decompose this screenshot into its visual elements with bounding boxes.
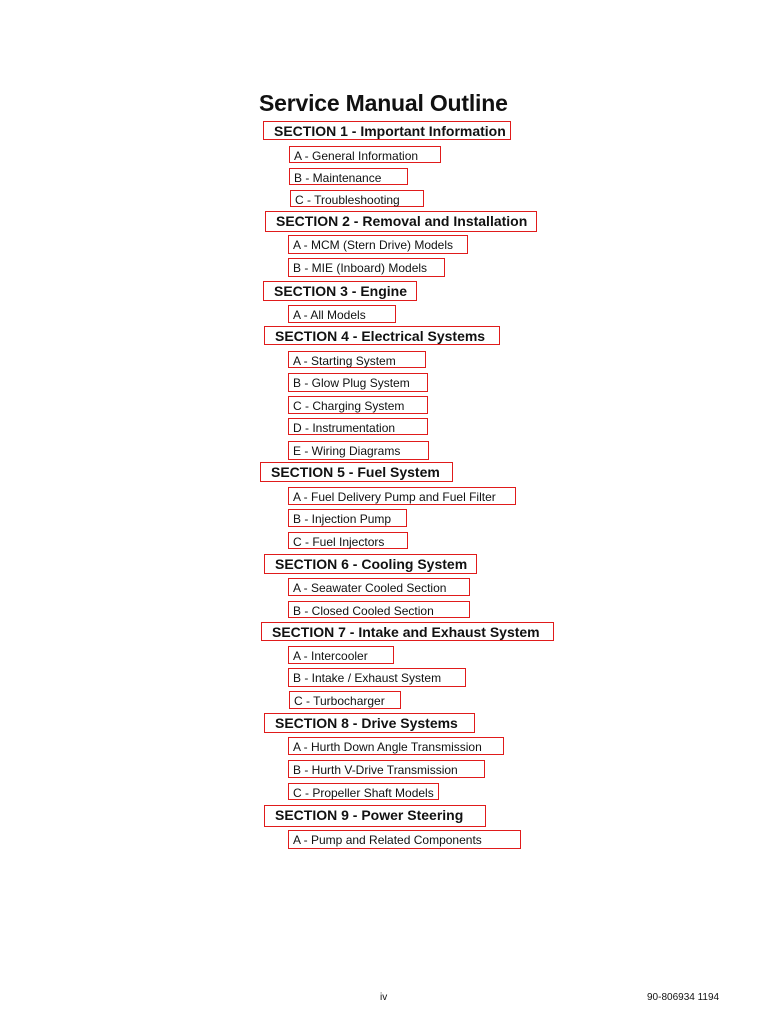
subsection-item: A - General Information xyxy=(289,146,441,163)
subsection-item: C - Troubleshooting xyxy=(290,190,424,207)
section-heading: SECTION 4 - Electrical Systems xyxy=(264,326,500,345)
section-heading: SECTION 8 - Drive Systems xyxy=(264,713,475,733)
document-number: 90-806934 1194 xyxy=(647,992,720,1003)
section-heading: SECTION 5 - Fuel System xyxy=(260,462,453,482)
subsection-item: C - Propeller Shaft Models xyxy=(288,783,439,800)
subsection-item: B - Intake / Exhaust System xyxy=(288,668,466,687)
subsection-item: C - Charging System xyxy=(288,396,428,414)
subsection-item: A - Seawater Cooled Section xyxy=(288,578,470,596)
subsection-item: A - All Models xyxy=(288,305,396,323)
section-heading: SECTION 3 - Engine xyxy=(263,281,417,301)
subsection-item: B - Maintenance xyxy=(289,168,408,185)
section-heading: SECTION 7 - Intake and Exhaust System xyxy=(261,622,554,641)
subsection-item: A - Fuel Delivery Pump and Fuel Filter xyxy=(288,487,516,505)
subsection-item: B - Glow Plug System xyxy=(288,373,428,392)
subsection-item: B - Hurth V-Drive Transmission xyxy=(288,760,485,778)
page-title: Service Manual Outline xyxy=(259,90,508,116)
section-heading: SECTION 9 - Power Steering xyxy=(264,805,486,827)
section-heading: SECTION 6 - Cooling System xyxy=(264,554,477,574)
subsection-item: C - Turbocharger xyxy=(289,691,401,709)
subsection-item: A - Intercooler xyxy=(288,646,394,664)
subsection-item: A - Starting System xyxy=(288,351,426,368)
subsection-item: B - Closed Cooled Section xyxy=(288,601,470,618)
section-heading: SECTION 1 - Important Information xyxy=(263,121,511,140)
subsection-item: A - Hurth Down Angle Transmission xyxy=(288,737,504,755)
subsection-item: C - Fuel Injectors xyxy=(288,532,408,549)
subsection-item: A - MCM (Stern Drive) Models xyxy=(288,235,468,254)
subsection-item: D - Instrumentation xyxy=(288,418,428,435)
subsection-item: B - MIE (Inboard) Models xyxy=(288,258,445,277)
page-number: iv xyxy=(380,992,388,1003)
subsection-item: A - Pump and Related Components xyxy=(288,830,521,849)
section-heading: SECTION 2 - Removal and Installation xyxy=(265,211,537,232)
subsection-item: E - Wiring Diagrams xyxy=(288,441,429,460)
subsection-item: B - Injection Pump xyxy=(288,509,407,527)
